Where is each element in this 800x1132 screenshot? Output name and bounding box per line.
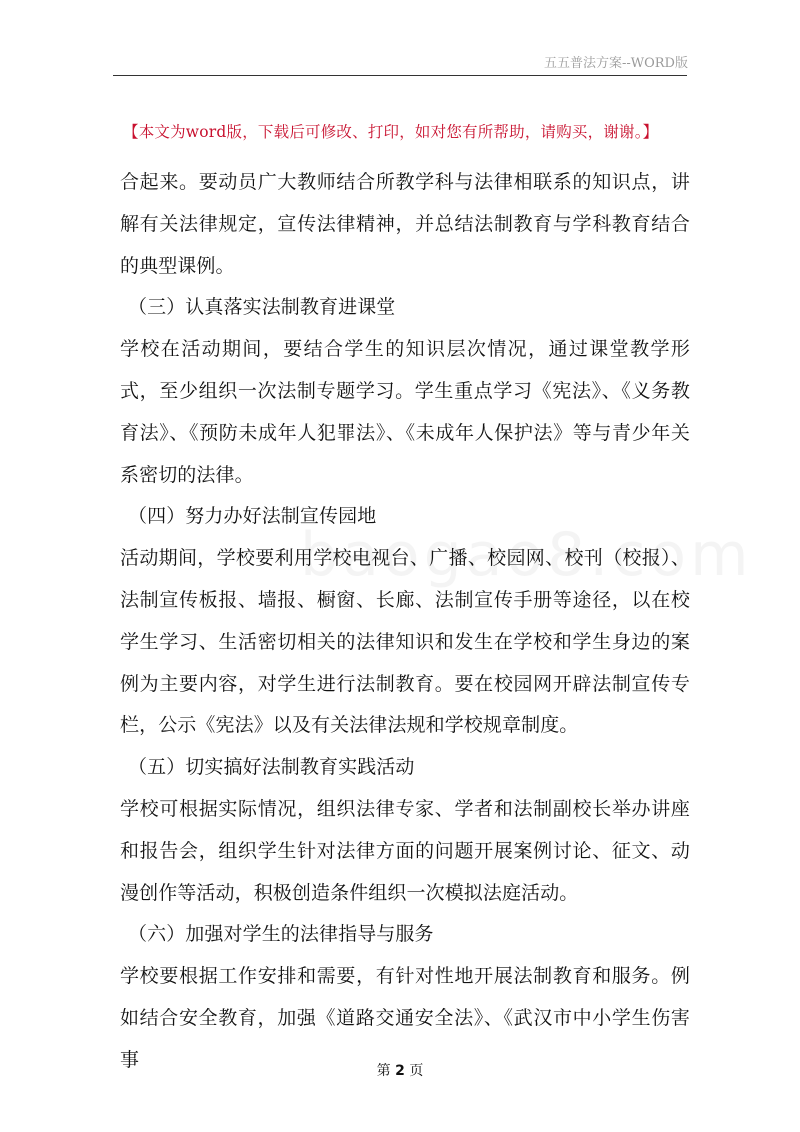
page-number: 2 (395, 1063, 405, 1079)
paragraph-body: 合起来。要动员广大教师结合所教学科与法律相联系的知识点，讲解有关法律规定，宣传法律精神，并总结法制教育与学科教育结合的典型课例。 (120, 171, 690, 277)
page-footer (0, 1060, 800, 1080)
section-heading-4: （四）努力办好法制宣传园地 (128, 505, 377, 528)
header-divider (113, 75, 687, 76)
section-heading-5: （五）切实搞好法制教育实践活动 (128, 756, 415, 779)
section-heading-3: （三）认真落实法制教育进课堂 (128, 296, 396, 319)
document-header-title: 五五普法方案--WORD版 (543, 56, 688, 71)
section-heading-6: （六）加强对学生的法律指导与服务 (128, 923, 434, 946)
download-notice: 【本文为word版，下载后可修改、打印，如对您有所帮助，请购买，谢谢。】 (123, 123, 659, 141)
paragraph-body: 学校在活动期间，要结合学生的知识层次情况，通过课堂教学形式，至少组织一次法制专题学习。学生重点学习《宪法》、《义务教育法》、《预防未成年人犯罪法》、《未成年人保护法》等与青少年关系密切的法律。 (120, 338, 690, 486)
paragraph-body: 学校可根据实际情况，组织法律专家、学者和法制副校长举办讲座和报告会，组织学生针对法律方面的问题开展案例讨论、征文、动漫创作等活动，积极创造条件组织一次模拟法庭活动。 (120, 797, 690, 904)
footer-suffix: 页 (409, 1063, 424, 1079)
paragraph-body: 活动期间，学校要利用学校电视台、广播、校园网、校刊（校报）、法制宣传板报、墙报、橱窗、长廊、法制宣传手册等途径，以在校学生学习、生活密切相关的法律知识和发生在学校和学生身边的案例为主要内容，对学生进行法制教育。要在校园网开辟法制宣传专栏，公示《宪法》以及有关法律法规和学校规章制度。 (120, 547, 690, 737)
document-body (120, 162, 690, 1082)
footer-prefix: 第 (376, 1063, 391, 1079)
paragraph-body: 学校要根据工作安排和需要，有针对性地开展法制教育和服务。例如结合安全教育，加强《道路交通安全法》、《武汉市中小学生伤害事 (120, 965, 690, 1071)
